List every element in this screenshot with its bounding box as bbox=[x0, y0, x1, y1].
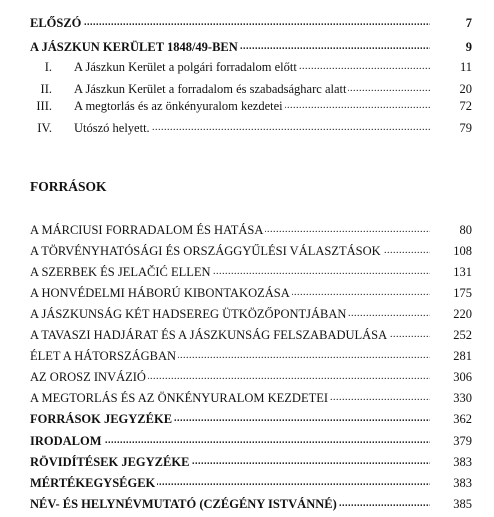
toc-entry-eloszo[interactable] bbox=[0, 14, 494, 32]
source-entry-title: ÉLET A HÁTORSZÁGBAN bbox=[30, 349, 177, 363]
source-entry-page: 306 bbox=[430, 368, 472, 386]
toc-entry-title: A JÁSZKUN KERÜLET 1848/49-BEN bbox=[30, 40, 238, 54]
source-entry-title: A MEGTORLÁS ÉS AZ ÖNKÉNYURALOM KEZDETEI bbox=[30, 391, 329, 405]
toc-entry-page: 72 bbox=[430, 97, 472, 115]
toc-entry-roman: II. bbox=[40, 82, 52, 96]
source-entry-page: 330 bbox=[430, 389, 472, 407]
source-entry-title: A HONVÉDELMI HÁBORÚ KIBONTAKOZÁSA bbox=[30, 286, 290, 300]
source-entry-page: 383 bbox=[430, 474, 472, 492]
source-entry[interactable] bbox=[0, 432, 494, 450]
source-entry[interactable] bbox=[0, 347, 494, 365]
source-entry[interactable] bbox=[0, 474, 494, 492]
source-entry-page: 362 bbox=[430, 410, 472, 428]
toc-entry-title: A Jászkun Kerület a forradalom és szabadságharc alatt bbox=[74, 82, 347, 96]
source-entry[interactable] bbox=[0, 242, 494, 260]
toc-entry-roman: III. bbox=[36, 99, 52, 113]
source-entry-page: 383 bbox=[430, 453, 472, 471]
toc-entry-roman: IV. bbox=[37, 121, 52, 135]
source-entry-title: RÖVIDÍTÉSEK JEGYZÉKE bbox=[30, 455, 190, 469]
source-entry-title: AZ OROSZ INVÁZIÓ bbox=[30, 370, 146, 384]
source-entry[interactable] bbox=[0, 368, 494, 386]
source-entry-page: 108 bbox=[430, 242, 472, 260]
toc-entry-roman: I. bbox=[44, 60, 52, 74]
source-entry[interactable] bbox=[0, 284, 494, 302]
source-entry-title: A TAVASZI HADJÁRAT ÉS A JÁSZKUNSÁG FELSZABADULÁSA bbox=[30, 328, 388, 342]
toc-entry-page: 11 bbox=[430, 58, 472, 76]
source-entry[interactable] bbox=[0, 453, 494, 471]
source-entry-title: A SZERBEK ÉS JELAČIĆ ELLEN bbox=[30, 265, 211, 279]
source-entry-title: A TÖRVÉNYHATÓSÁGI ÉS ORSZÁGGYŰLÉSI VÁLASZTÁSOK bbox=[30, 244, 381, 258]
source-entry-page: 385 bbox=[430, 495, 472, 513]
toc-entry-ch2[interactable] bbox=[0, 80, 494, 98]
source-entry-title: FORRÁSOK JEGYZÉKE bbox=[30, 412, 173, 426]
toc-entry-jaszkun-kerulet[interactable] bbox=[0, 38, 494, 56]
source-entry[interactable] bbox=[0, 263, 494, 281]
source-entry-page: 175 bbox=[430, 284, 472, 302]
toc-entry-page: 79 bbox=[430, 119, 472, 137]
source-entry-page: 252 bbox=[430, 326, 472, 344]
dot-leader bbox=[30, 14, 454, 32]
source-entry-title: IRODALOM bbox=[30, 434, 102, 448]
source-entry-page: 80 bbox=[430, 221, 472, 239]
source-entry[interactable] bbox=[0, 410, 494, 428]
toc-entry-title: A megtorlás és az önkényuralom kezdetei bbox=[74, 99, 283, 113]
toc-entry-title: Utószó helyett. bbox=[74, 121, 150, 135]
toc-entry-page: 20 bbox=[430, 80, 472, 98]
source-entry-title: A MÁRCIUSI FORRADALOM ÉS HATÁSA bbox=[30, 223, 264, 237]
source-entry[interactable] bbox=[0, 326, 494, 344]
toc-entry-ch1[interactable] bbox=[0, 58, 494, 76]
source-entry-page: 379 bbox=[430, 432, 472, 450]
source-entry-title: MÉRTÉKEGYSÉGEK bbox=[30, 476, 156, 490]
toc-entry-page: 9 bbox=[430, 38, 472, 56]
source-entry-title: NÉV- ÉS HELYNÉVMUTATÓ (CZÉGÉNY ISTVÁNNÉ) bbox=[30, 497, 337, 511]
source-entry[interactable] bbox=[0, 495, 494, 513]
source-entry[interactable] bbox=[0, 305, 494, 323]
toc-entry-page: 7 bbox=[430, 14, 472, 32]
source-entry-page: 281 bbox=[430, 347, 472, 365]
toc-entry-title-overlay: ELŐSZÓ bbox=[30, 16, 82, 30]
toc-entry-title: A Jászkun Kerület a polgári forradalom előtt bbox=[74, 60, 297, 74]
source-entry[interactable] bbox=[0, 389, 494, 407]
source-entry-page: 131 bbox=[430, 263, 472, 281]
source-entry-page: 220 bbox=[430, 305, 472, 323]
sources-heading: FORRÁSOK bbox=[30, 179, 107, 194]
source-entry[interactable] bbox=[0, 221, 494, 239]
toc-entry-ch3[interactable] bbox=[0, 97, 494, 115]
toc-entry-ch4[interactable] bbox=[0, 119, 494, 137]
source-entry-title: A JÁSZKUNSÁG KÉT HADSEREG ÜTKÖZŐPONTJÁBAN bbox=[30, 307, 347, 321]
